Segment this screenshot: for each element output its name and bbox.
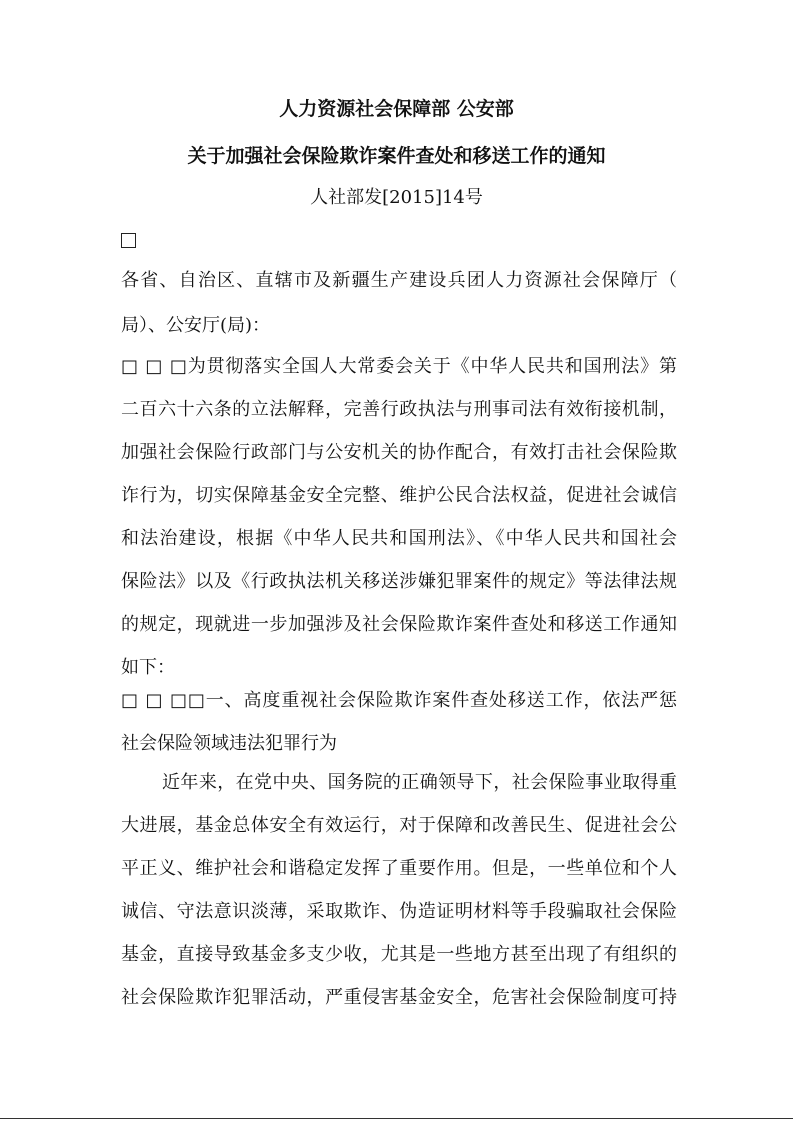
page-bottom-divider xyxy=(0,1118,793,1119)
paragraph-line: 平正义、维护社会和谐稳定发挥了重要作用。但是，一些单位和个人 xyxy=(121,858,677,879)
paragraph-line: 二百六十六条的立法解释，完善行政执法与刑事司法有效衔接机制， xyxy=(121,399,677,420)
addressee-line: 局）、公安厅(局)： xyxy=(121,315,271,336)
paragraph-line: 的规定，现就进一步加强涉及社会保险欺诈案件查处和移送工作通知 xyxy=(121,614,677,635)
paragraph-line: 如下： xyxy=(121,657,175,678)
addressee-line: 各省、自治区、直辖市及新疆生产建设兵团人力资源社会保障厅（ xyxy=(121,270,677,291)
paragraph-line: 和法治建设，根据《中华人民共和国刑法》、《中华人民共和国社会 xyxy=(121,528,677,549)
paragraph-line: □ □ □为贯彻落实全国人大常委会关于《中华人民共和国刑法》第 xyxy=(121,356,677,377)
section-heading-line: 社会保险领域违法犯罪行为 xyxy=(121,733,337,754)
paragraph-line: 诚信、守法意识淡薄，采取欺诈、伪造证明材料等手段骗取社会保险 xyxy=(121,901,677,922)
paragraph-line: 大进展，基金总体安全有效运行，对于保障和改善民生、促进社会公 xyxy=(121,815,677,836)
section-heading-line: □ □ □□一、高度重视社会保险欺诈案件查处移送工作，依法严惩 xyxy=(121,690,677,711)
placeholder-box-icon xyxy=(121,233,136,248)
document-number: 人社部发[2015]14号 xyxy=(310,187,483,208)
paragraph-line: 加强社会保险行政部门与公安机关的协作配合，有效打击社会保险欺 xyxy=(121,442,677,463)
paragraph-line: 社会保险欺诈犯罪活动，严重侵害基金安全，危害社会保险制度可持 xyxy=(121,987,677,1008)
paragraph-line: 诈行为，切实保障基金安全完整、维护公民合法权益，促进社会诚信 xyxy=(121,485,677,506)
issuer-title: 人力资源社会保障部 公安部 xyxy=(279,98,514,120)
paragraph-line: 近年来，在党中央、国务院的正确领导下，社会保险事业取得重 xyxy=(162,772,677,793)
notice-title: 关于加强社会保险欺诈案件查处和移送工作的通知 xyxy=(187,145,606,167)
paragraph-line: 保险法》以及《行政执法机关移送涉嫌犯罪案件的规定》等法律法规 xyxy=(121,571,677,592)
paragraph-line: 基金，直接导致基金多支少收，尤其是一些地方甚至出现了有组织的 xyxy=(121,944,677,965)
